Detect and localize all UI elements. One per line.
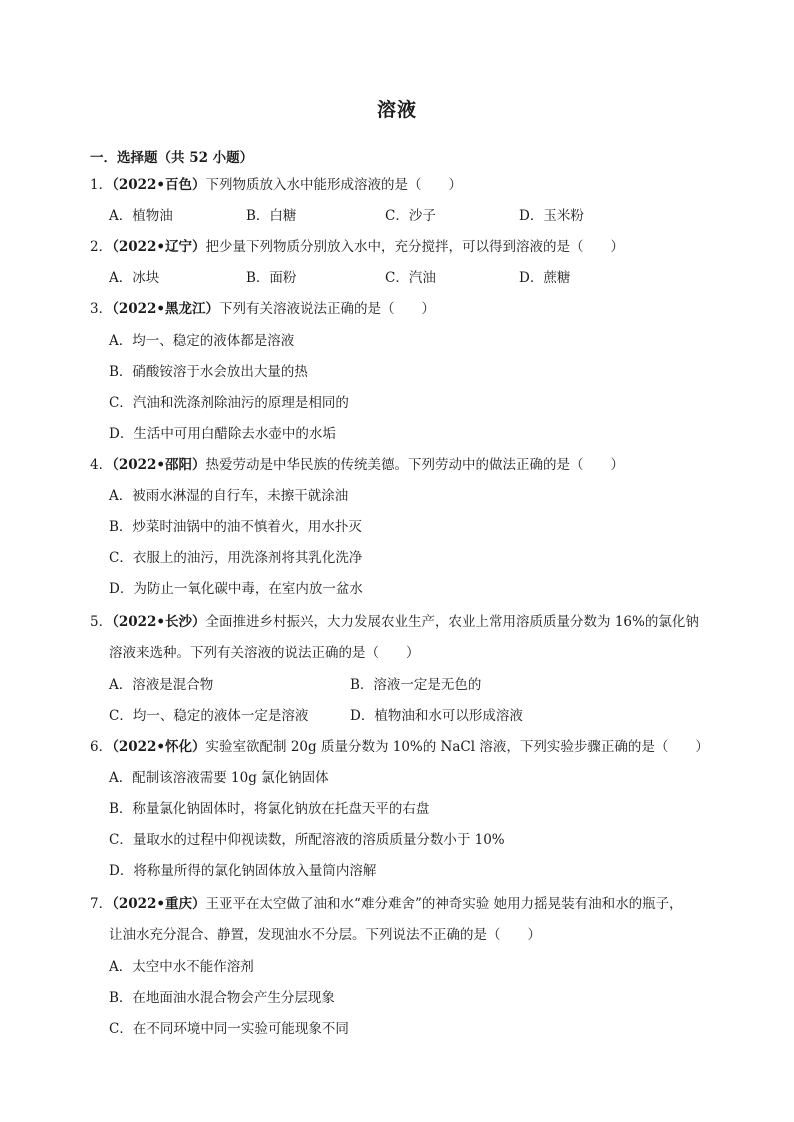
option-a: A．冰块 bbox=[109, 270, 160, 286]
option-a: A．太空中水不能作溶剂 bbox=[109, 959, 254, 975]
question-source: （2022•百色） bbox=[112, 177, 206, 193]
option-c: C．沙子 bbox=[385, 208, 436, 224]
question-source: （2022•辽宁） bbox=[112, 239, 206, 255]
option-d: D．为防止一氧化碳中毒，在室内放一盆水 bbox=[109, 581, 363, 597]
option-a: A．植物油 bbox=[109, 208, 173, 224]
question-number: 4． bbox=[90, 457, 113, 473]
question-source: （2022•邵阳） bbox=[112, 457, 206, 473]
option-d: D．生活中可用白醋除去水壶中的水垢 bbox=[109, 426, 336, 442]
option-b: B．在地面油水混合物会产生分层现象 bbox=[109, 990, 335, 1006]
option-a: A．被雨水淋湿的自行车，未擦干就涂油 bbox=[109, 488, 349, 504]
question-4 bbox=[90, 456, 624, 474]
option-b: B．白糖 bbox=[246, 208, 297, 224]
question-5 bbox=[90, 613, 699, 631]
question-7 bbox=[90, 895, 683, 913]
question-stem: 实验室欲配制 20g 质量分数为 10%的 NaCl 溶液，下列实验步骤正确的是（ ） bbox=[205, 739, 709, 755]
page-title: 溶液 bbox=[376, 99, 417, 121]
option-b: B．炒菜时油锅中的油不慎着火，用水扑灭 bbox=[109, 519, 362, 535]
option-c: C．在不同环境中同一实验可能现象不同 bbox=[109, 1021, 349, 1037]
option-c: C．衣服上的油污，用洗涤剂将其乳化洗净 bbox=[109, 550, 363, 566]
option-b: B．面粉 bbox=[246, 270, 297, 286]
question-stem: 把少量下列物质分别放入水中，充分搅拌，可以得到溶液的是（ ） bbox=[205, 239, 625, 255]
question-stem: 王亚平在太空做了油和水“难分难舍”的神奇实验 她用力摇晃装有油和水的瓶子， bbox=[205, 896, 683, 912]
option-c: C．汽油 bbox=[385, 270, 436, 286]
question-number: 5． bbox=[90, 614, 113, 630]
question-number: 2． bbox=[90, 239, 113, 255]
option-c: C．汽油和洗涤剂除油污的原理是相同的 bbox=[109, 395, 349, 411]
option-d: D．将称量所得的氯化钠固体放入量筒内溶解 bbox=[109, 863, 377, 879]
question-3 bbox=[90, 300, 435, 318]
question-number: 6． bbox=[90, 739, 113, 755]
question-source: （2022•怀化） bbox=[112, 739, 206, 755]
question-stem: 热爱劳动是中华民族的传统美德。下列劳动中的做法正确的是（ ） bbox=[205, 457, 625, 473]
option-d: D．植物油和水可以形成溶液 bbox=[350, 708, 523, 724]
question-source: （2022•长沙） bbox=[112, 614, 206, 630]
question-source: （2022•重庆） bbox=[112, 896, 206, 912]
question-source: （2022•黑龙江） bbox=[112, 301, 220, 317]
option-a: A．溶液是混合物 bbox=[109, 677, 214, 693]
option-b: B．硝酸铵溶于水会放出大量的热 bbox=[109, 364, 308, 380]
option-d: D．蔗糖 bbox=[519, 270, 571, 286]
question-2 bbox=[90, 238, 624, 256]
question-6 bbox=[90, 738, 709, 756]
option-a: A．均一、稳定的液体都是溶液 bbox=[109, 333, 295, 349]
option-d: D．玉米粉 bbox=[519, 208, 584, 224]
option-b: B．溶液一定是无色的 bbox=[350, 677, 482, 693]
question-number: 1． bbox=[90, 177, 113, 193]
question-stem: 下列物质放入水中能形成溶液的是（ ） bbox=[205, 177, 463, 193]
section-heading: 一．选择题（共 52 小题） bbox=[90, 150, 254, 166]
question-stem: 下列有关溶液说法正确的是（ ） bbox=[219, 301, 436, 317]
question-number: 7． bbox=[90, 896, 113, 912]
option-c: C．量取水的过程中仰视读数，所配溶液的溶质质量分数小于 10% bbox=[109, 832, 505, 848]
question-5-continuation: 溶液来选种。下列有关溶液的说法正确的是（ ） bbox=[109, 645, 420, 661]
option-b: B．称量氯化钠固体时，将氯化钠放在托盘天平的右盘 bbox=[109, 801, 430, 817]
question-1 bbox=[90, 176, 462, 194]
question-number: 3． bbox=[90, 301, 113, 317]
option-c: C．均一、稳定的液体一定是溶液 bbox=[109, 708, 309, 724]
option-a: A．配制该溶液需要 10g 氯化钠固体 bbox=[109, 770, 329, 786]
question-7-continuation: 让油水充分混合、静置，发现油水不分层。下列说法不正确的是（ ） bbox=[109, 927, 541, 943]
question-stem: 全面推进乡村振兴，大力发展农业生产，农业上常用溶质质量分数为 16%的氯化钠 bbox=[205, 614, 699, 630]
